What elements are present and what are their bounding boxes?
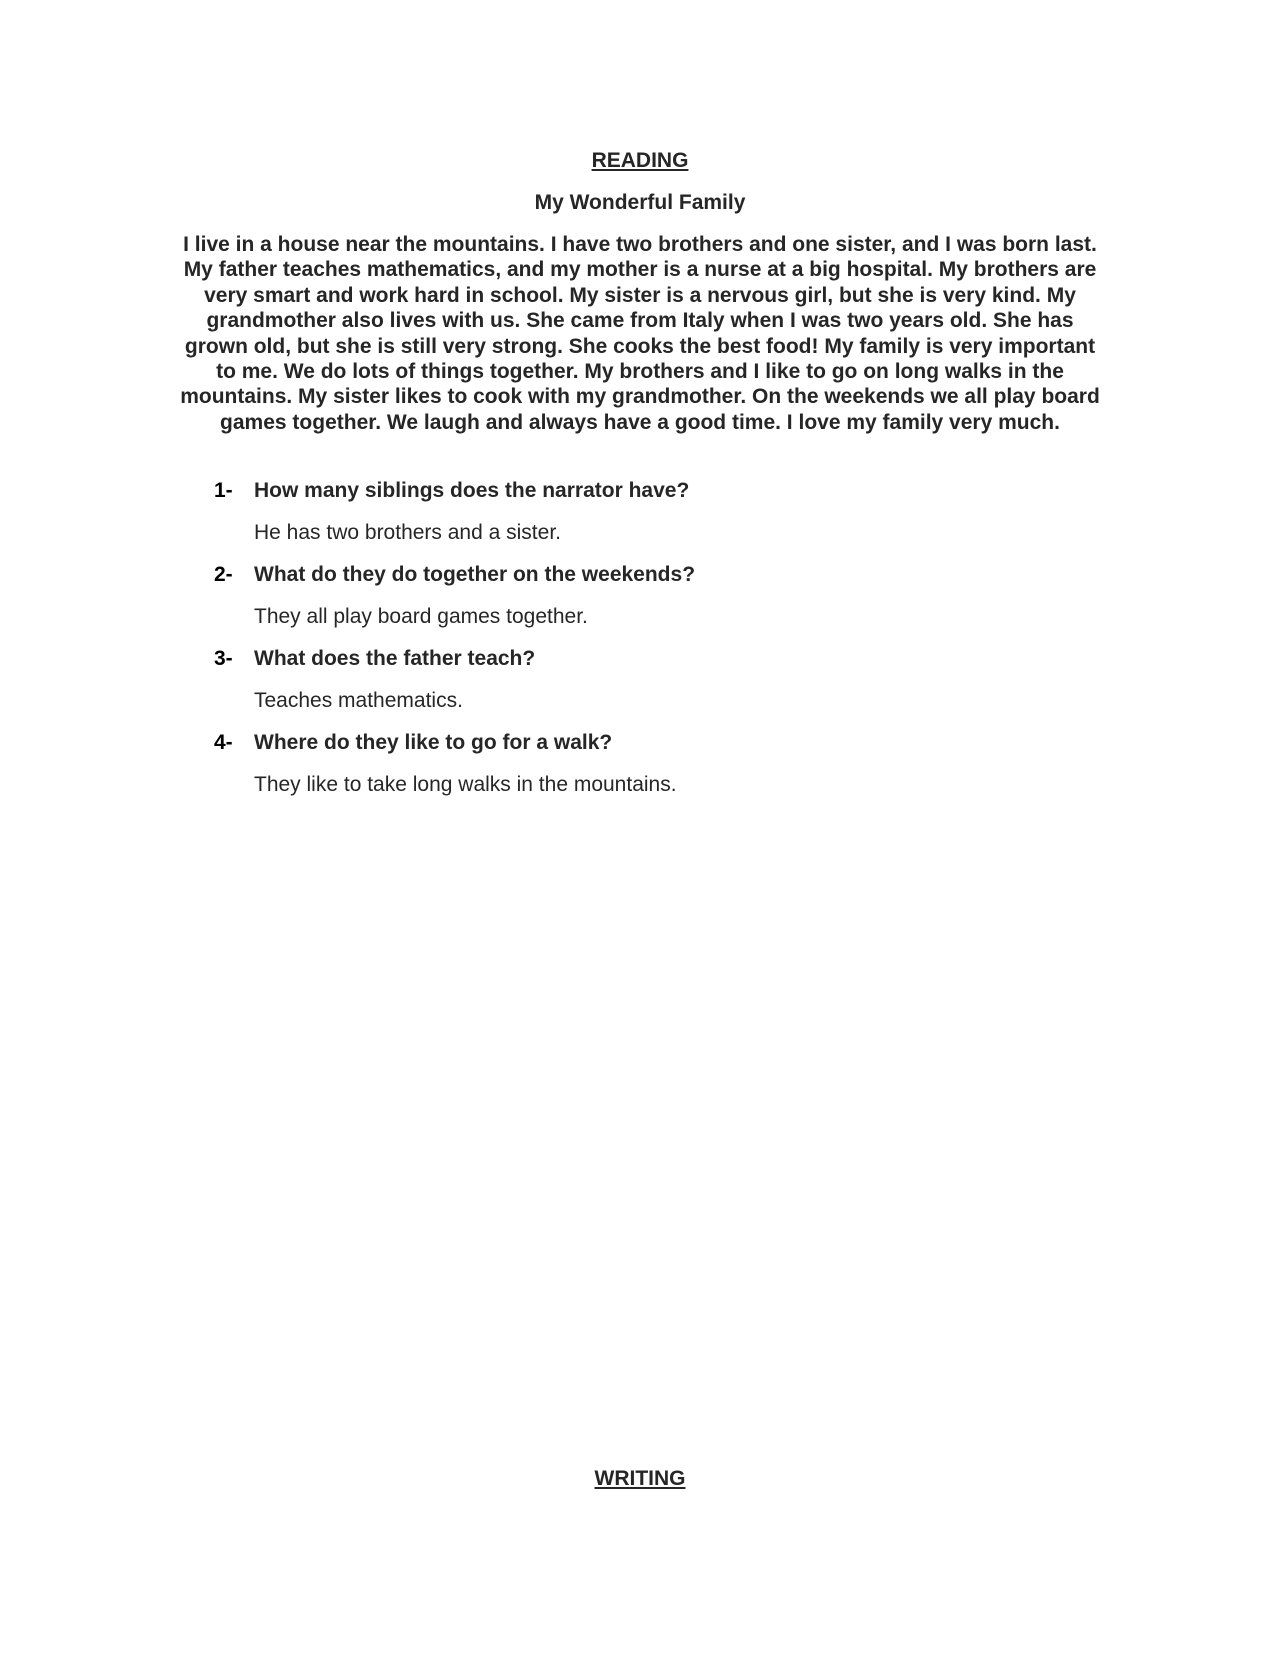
question-number: 4-	[214, 731, 233, 754]
question-item	[214, 562, 1094, 646]
question-list	[214, 478, 1094, 814]
question-text: Where do they like to go for a walk?	[254, 731, 613, 754]
answer-text: They like to take long walks in the mountains.	[254, 773, 677, 796]
question-item	[214, 646, 1094, 730]
question-number: 1-	[214, 479, 233, 502]
question-item	[214, 478, 1094, 562]
story-title: My Wonderful Family	[534, 191, 746, 214]
question-line	[214, 730, 1094, 772]
question-item	[214, 730, 1094, 814]
question-text: What do they do together on the weekends?	[254, 563, 696, 586]
reading-passage: I live in a house near the mountains. I have two brothers and one sister, and I was born last. My father teaches mathematics, and my mother is a nurse at a big hospital. My brothers are very smart and work hard in school. My sister is a nervous girl, but she is very kind. My grandmother also lives with us. She came from Italy when I was two years old. She has grown old, but she is still very strong. She cooks the best food! My family is very important to me. We do lots of things together. My brothers and I like to go on long walks in the mountains. My sister likes to cook with my grandmother. On the weekends we all play board games together. We laugh and always have a good time. I love my family very much.	[180, 233, 1100, 434]
question-number: 3-	[214, 647, 233, 670]
question-line	[214, 646, 1094, 688]
question-text: What does the father teach?	[254, 647, 536, 670]
question-line	[214, 478, 1094, 520]
question-text: How many siblings does the narrator have?	[254, 479, 690, 502]
writing-heading: WRITING	[594, 1467, 686, 1490]
reading-heading: READING	[591, 149, 689, 172]
answer-text: Teaches mathematics.	[254, 689, 463, 712]
question-line	[214, 562, 1094, 604]
answer-text: He has two brothers and a sister.	[254, 521, 561, 544]
answer-text: They all play board games together.	[254, 605, 588, 628]
question-number: 2-	[214, 563, 233, 586]
